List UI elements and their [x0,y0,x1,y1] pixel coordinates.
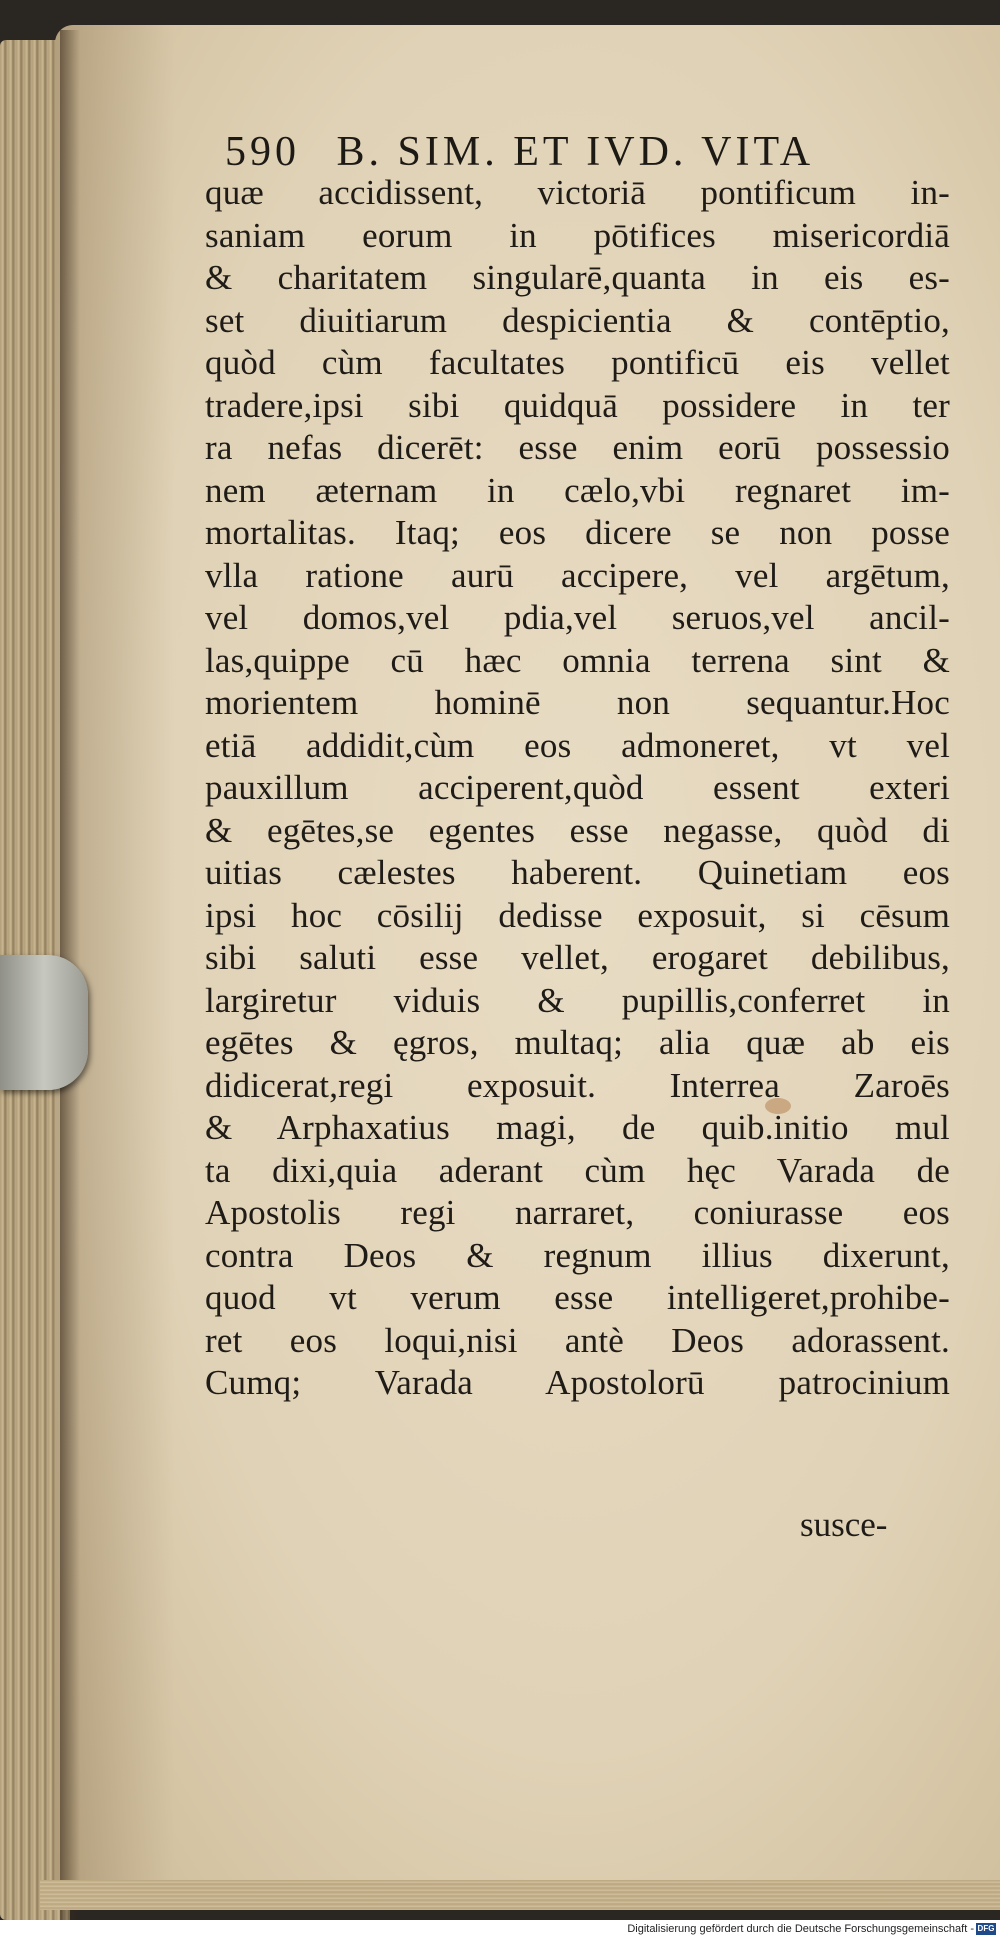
page-clip [0,955,88,1090]
text-line: sibi saluti esse vellet, erogaret debilibus, [205,938,950,977]
running-header [225,128,925,176]
text-line: mortalitas. Itaq; eos dicere se non posse [205,513,950,552]
text-line: pauxillum acciperent,quòd essent exteri [205,768,950,807]
text-line: Apostolis regi narraret, coniurasse eos [205,1193,950,1232]
catchword: susce- [800,1505,888,1544]
text-line: tradere,ipsi sibi quidquā possidere in ter [205,385,950,425]
funding-credit: Digitalisierung gefördert durch die Deutsche Forschungsgemeinschaft - [627,1923,974,1935]
text-line: largiretur viduis & pupillis,conferret in [205,980,950,1020]
running-title: B. SIM. ET IVD. VITA [336,129,815,175]
text-line: saniam eorum in pōtifices misericordiā [205,215,950,255]
text-line: vlla ratione aurū accipere, vel argētum, [205,555,950,595]
dfg-logo: DFG [977,1924,995,1933]
text-line: ipsi hoc cōsilij dedisse exposuit, si cēsum [205,895,950,935]
text-line: set diuitiarum despicientia & contēptio, [205,300,950,340]
text-line: quod vt verum esse intelligeret,prohibe- [205,1278,950,1317]
digitization-footer [0,1920,1000,1939]
text-line: morientem hominē non sequantur.Hoc [205,683,950,722]
text-line: ra nefas dicerēt: esse enim eorū possessio [205,428,950,467]
text-line: & Arphaxatius magi, de quib.initio mul [205,1108,950,1147]
text-line: didicerat,regi exposuit. Interrea Zaroēs [205,1065,950,1105]
text-line: ret eos loqui,nisi antè Deos adorassent. [205,1320,950,1360]
text-line: egētes & ęgros, multaq; alia quæ ab eis [205,1023,950,1062]
text-block [205,172,950,1405]
text-line: & charitatem singularē,quanta in eis es- [205,258,950,297]
text-line: & egētes,se egentes esse negasse, quòd di [205,810,950,850]
text-line: contra Deos & regnum illius dixerunt, [205,1235,950,1275]
text-line: vel domos,vel pdia,vel seruos,vel ancil- [205,598,950,637]
page-number: 590 [225,129,300,175]
text-line: etiā addidit,cùm eos admoneret, vt vel [205,725,950,765]
text-line: Cumq; Varada Apostolorū patrocinium [205,1363,950,1402]
text-line: quæ accidissent, victoriā pontificum in- [205,173,950,212]
text-line: las,quippe cū hæc omnia terrena sint & [205,640,950,680]
text-line: ta dixi,quia aderant cùm hęc Varada de [205,1150,950,1190]
text-line: quòd cùm facultates pontificū eis vellet [205,343,950,382]
book-bottom-edge [40,1880,1000,1910]
text-line: uitias cælestes haberent. Quinetiam eos [205,853,950,892]
text-line: nem æternam in cælo,vbi regnaret im- [205,470,950,510]
